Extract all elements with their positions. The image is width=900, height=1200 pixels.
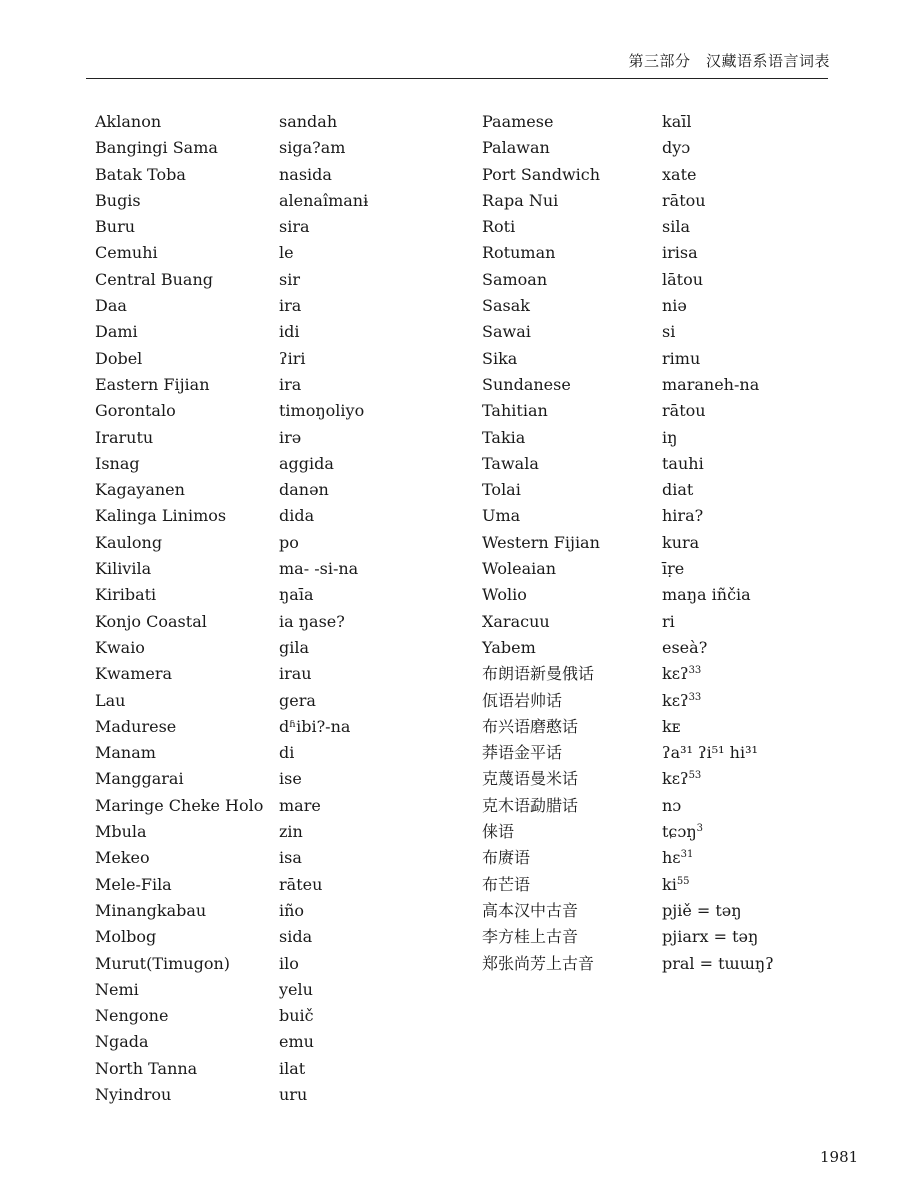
word-entry — [95, 135, 455, 161]
word-entry — [482, 451, 842, 477]
language-name: Molbog — [95, 927, 157, 947]
language-name: Kilivila — [95, 559, 152, 579]
word-entry — [95, 1003, 455, 1029]
word-form — [279, 898, 304, 924]
language-name: Kagayanen — [95, 480, 185, 500]
word-form — [279, 451, 334, 477]
word-text: rimu — [662, 348, 701, 368]
language-name: 郑张尚芳上古音 — [482, 953, 595, 973]
word-entry — [482, 214, 842, 240]
language-name: Lau — [95, 690, 126, 710]
language-name: Buru — [95, 217, 136, 237]
language-name: North Tanna — [95, 1058, 198, 1078]
word-form — [279, 924, 312, 950]
language-name: Uma — [482, 506, 521, 526]
word-text: eseà? — [662, 637, 708, 657]
word-text: kɛʔ — [662, 664, 689, 684]
language-name: Rapa Nui — [482, 190, 559, 210]
word-entry — [95, 346, 455, 372]
header-rule — [86, 78, 828, 79]
language-name: Sundanese — [482, 374, 571, 394]
word-text: tɕɔŋ — [662, 822, 697, 842]
word-text: sandah — [279, 112, 338, 131]
word-entry — [95, 766, 455, 792]
language-name: 高本汉中古音 — [482, 900, 579, 920]
word-text: uru — [279, 1084, 308, 1104]
word-text: si — [662, 322, 676, 342]
word-entry — [95, 214, 455, 240]
language-name: Tolai — [482, 480, 521, 500]
right-word-list — [482, 109, 842, 977]
word-text: ŋaīa — [279, 585, 314, 605]
word-form — [662, 845, 693, 871]
word-entry — [95, 398, 455, 424]
word-entry — [482, 688, 842, 714]
word-form — [279, 214, 310, 240]
language-name: 李方桂上古音 — [482, 927, 579, 947]
word-entry — [482, 898, 842, 924]
language-name: 俫语 — [482, 822, 515, 842]
word-form — [279, 714, 350, 740]
word-entry — [95, 240, 455, 266]
language-name: 布兴语磨憨话 — [482, 716, 579, 736]
word-text: irisa — [662, 243, 698, 263]
word-text: lātou — [662, 269, 704, 289]
word-form — [279, 582, 314, 608]
language-name: Port Sandwich — [482, 164, 601, 184]
word-form — [662, 451, 704, 477]
word-entry — [95, 267, 455, 293]
word-form — [662, 346, 700, 372]
language-name: Madurese — [95, 716, 177, 736]
language-name: Sasak — [482, 296, 530, 316]
tone-superscript: 53 — [688, 770, 702, 782]
word-form — [662, 661, 701, 687]
word-text: kɛʔ — [662, 690, 689, 710]
word-text: ki — [662, 874, 677, 894]
word-text: aggida — [279, 453, 334, 473]
word-entry — [482, 530, 842, 556]
word-text: kura — [662, 532, 700, 552]
word-text: sir — [279, 269, 300, 289]
word-entry — [95, 556, 455, 582]
word-text: nasida — [279, 164, 332, 184]
word-entry — [482, 346, 842, 372]
language-name: Minangkabau — [95, 900, 207, 920]
word-entry — [95, 372, 455, 398]
word-entry — [95, 688, 455, 714]
word-form — [662, 240, 698, 266]
word-text: ia ŋase? — [279, 611, 345, 631]
word-entry — [95, 1029, 455, 1055]
language-name: Isnag — [95, 453, 140, 473]
page-number: 1981 — [820, 1148, 859, 1166]
language-name: Yabem — [482, 637, 536, 657]
word-entry — [482, 319, 842, 345]
language-name: Central Buang — [95, 269, 213, 289]
word-text: ilo — [279, 953, 299, 973]
word-entry — [482, 793, 842, 819]
language-name: Mbula — [95, 822, 147, 842]
word-form — [662, 372, 759, 398]
word-form — [279, 793, 321, 819]
word-text: iŋ — [662, 427, 678, 447]
language-name: 莽语金平话 — [482, 743, 563, 763]
word-entry — [95, 451, 455, 477]
word-form — [662, 477, 693, 503]
language-name: Sawai — [482, 322, 531, 342]
word-text: zin — [279, 822, 303, 842]
word-form — [662, 714, 681, 740]
word-form — [662, 319, 675, 345]
word-text: sida — [279, 927, 313, 947]
language-name: Tahitian — [482, 401, 548, 421]
word-text: xate — [662, 164, 697, 184]
word-text: siga?am — [279, 138, 346, 158]
word-text: ise — [279, 769, 302, 789]
word-form — [662, 766, 701, 792]
word-text: irau — [279, 664, 312, 684]
tone-superscript: 33 — [688, 691, 702, 703]
word-form — [279, 240, 294, 266]
word-form — [662, 898, 742, 924]
word-form — [662, 135, 690, 161]
word-form — [279, 398, 364, 424]
word-text: ira — [279, 296, 302, 316]
word-entry — [482, 556, 842, 582]
word-entry — [95, 162, 455, 188]
word-entry — [95, 319, 455, 345]
word-form — [279, 372, 301, 398]
word-form — [279, 872, 322, 898]
language-name: Irarutu — [95, 427, 154, 447]
word-entry — [95, 477, 455, 503]
word-form — [279, 1082, 307, 1108]
word-text: rātou — [662, 190, 706, 210]
word-entry — [482, 951, 842, 977]
word-text: ma- -si-na — [279, 559, 359, 579]
word-entry — [95, 293, 455, 319]
word-entry — [95, 661, 455, 687]
word-entry — [482, 740, 842, 766]
word-entry — [95, 109, 455, 135]
word-form — [279, 977, 313, 1003]
word-entry — [482, 477, 842, 503]
language-name: Ngada — [95, 1032, 149, 1052]
word-entry — [482, 582, 842, 608]
word-form — [279, 319, 299, 345]
word-entry — [95, 503, 455, 529]
word-entry — [95, 898, 455, 924]
word-entry — [482, 503, 842, 529]
word-entry — [482, 188, 842, 214]
word-entry — [95, 872, 455, 898]
word-text: pral = tɯɯŋʔ — [662, 953, 774, 973]
word-form — [662, 214, 690, 240]
word-text: nɔ — [662, 795, 682, 815]
word-text: hɛ — [662, 848, 681, 868]
word-form — [279, 1029, 314, 1055]
word-entry — [95, 609, 455, 635]
word-entry — [482, 240, 842, 266]
word-text: kaīl — [662, 112, 692, 131]
word-text: dida — [279, 506, 315, 526]
word-entry — [482, 267, 842, 293]
tone-superscript: 31 — [680, 849, 694, 861]
word-text: sira — [279, 217, 310, 237]
word-form — [279, 1056, 305, 1082]
word-form — [662, 398, 706, 424]
word-entry — [95, 425, 455, 451]
word-form — [279, 503, 314, 529]
word-text: yelu — [279, 979, 313, 999]
word-text: hira? — [662, 506, 704, 526]
word-form — [662, 793, 681, 819]
word-form — [662, 188, 706, 214]
language-name: 布朗语新曼俄话 — [482, 664, 595, 684]
tone-superscript: 3 — [696, 823, 704, 835]
word-form — [279, 688, 316, 714]
word-form — [279, 661, 312, 687]
language-name: Mekeo — [95, 848, 150, 868]
word-text: irə — [279, 427, 302, 447]
word-text: sila — [662, 217, 690, 237]
running-header: 第三部分 汉藏语系语言词表 — [628, 52, 830, 70]
word-text: īṛe — [662, 559, 685, 579]
language-name: Dami — [95, 322, 138, 342]
language-name: Cemuhi — [95, 243, 158, 263]
word-entry — [482, 398, 842, 424]
language-name: Kalinga Linimos — [95, 506, 227, 526]
word-text: di — [279, 743, 295, 763]
word-form — [279, 135, 345, 161]
word-text: ʔa³¹ ʔi⁵¹ hi³¹ — [662, 743, 758, 763]
word-form — [662, 293, 687, 319]
language-name: Bangingi Sama — [95, 138, 218, 158]
word-form — [279, 425, 301, 451]
word-entry — [95, 793, 455, 819]
language-name: Kwamera — [95, 664, 173, 684]
word-form — [662, 582, 751, 608]
word-form — [662, 688, 701, 714]
word-entry — [95, 819, 455, 845]
language-name: Sika — [482, 348, 518, 368]
word-form — [279, 556, 358, 582]
language-name: 克木语勐腊话 — [482, 795, 579, 815]
word-entry — [482, 845, 842, 871]
word-form — [662, 503, 703, 529]
language-name: Western Fijian — [482, 532, 600, 552]
tone-superscript: 55 — [676, 875, 690, 887]
word-form — [279, 162, 332, 188]
word-entry — [95, 740, 455, 766]
word-form — [279, 635, 309, 661]
word-entry — [482, 635, 842, 661]
word-entry — [95, 1056, 455, 1082]
word-form — [279, 845, 302, 871]
word-form — [662, 530, 699, 556]
word-form — [279, 766, 302, 792]
word-text: rātou — [662, 401, 706, 421]
word-form — [279, 951, 299, 977]
language-name: Samoan — [482, 269, 548, 289]
word-form — [279, 1003, 314, 1029]
word-form — [662, 635, 707, 661]
word-form — [279, 477, 329, 503]
word-entry — [482, 425, 842, 451]
language-name: Xaracuu — [482, 611, 550, 631]
language-name: Woleaian — [482, 559, 557, 579]
word-entry — [482, 162, 842, 188]
word-form — [662, 162, 696, 188]
word-text: iño — [279, 900, 305, 920]
word-entry — [95, 582, 455, 608]
word-form — [662, 556, 684, 582]
word-text: isa — [279, 848, 302, 868]
language-name: Dobel — [95, 348, 143, 368]
word-text: buič — [279, 1006, 314, 1026]
word-text: kɛʔ — [662, 769, 689, 789]
word-entry — [95, 845, 455, 871]
word-text: le — [279, 243, 294, 263]
language-name: Daa — [95, 296, 127, 316]
word-text: maŋa iñčia — [662, 585, 751, 605]
word-form — [662, 267, 703, 293]
word-text: diat — [662, 480, 694, 500]
language-name: 布芒语 — [482, 874, 531, 894]
language-name: Maringe Cheke Holo — [95, 795, 264, 815]
language-name: Kwaio — [95, 637, 145, 657]
language-name: Bugis — [95, 190, 141, 210]
word-entry — [95, 924, 455, 950]
language-name: 克蔑语曼米话 — [482, 769, 579, 789]
word-entry — [482, 293, 842, 319]
language-name: Paamese — [482, 112, 554, 131]
language-name: Konjo Coastal — [95, 611, 207, 631]
word-entry — [95, 530, 455, 556]
language-name: Mele-Fila — [95, 874, 172, 894]
word-text: dʱibi?-na — [279, 716, 351, 736]
word-text: pjiě = təŋ — [662, 900, 742, 920]
word-entry — [482, 872, 842, 898]
word-text: danən — [279, 480, 329, 500]
word-form — [662, 425, 677, 451]
word-form — [279, 740, 294, 766]
word-text: ri — [662, 611, 675, 631]
word-text: alenaîmanɨ — [279, 190, 369, 210]
word-text: maraneh-na — [662, 374, 760, 394]
word-form — [662, 872, 690, 898]
language-name: Roti — [482, 217, 516, 237]
word-text: dyɔ — [662, 138, 691, 158]
word-form — [279, 530, 299, 556]
language-name: Eastern Fijian — [95, 374, 210, 394]
tone-superscript: 33 — [688, 665, 702, 677]
language-name: Palawan — [482, 138, 550, 158]
word-form — [279, 188, 368, 214]
language-name: Kiribati — [95, 585, 157, 605]
word-form — [279, 267, 300, 293]
word-form — [662, 924, 758, 950]
word-form — [662, 819, 703, 845]
word-text: gera — [279, 690, 316, 710]
word-form — [279, 109, 337, 135]
language-name: 布赓语 — [482, 848, 531, 868]
left-word-list — [95, 109, 455, 1108]
language-name: Kaulong — [95, 532, 163, 552]
word-entry — [482, 661, 842, 687]
word-text: emu — [279, 1032, 314, 1052]
language-name: Murut(Timugon) — [95, 953, 230, 973]
word-text: po — [279, 532, 299, 552]
word-text: rāteu — [279, 874, 323, 894]
word-text: ilat — [279, 1058, 306, 1078]
word-form — [279, 293, 301, 319]
word-entry — [482, 609, 842, 635]
word-text: ira — [279, 374, 302, 394]
word-text: ʔiri — [279, 348, 306, 368]
word-text: idi — [279, 322, 300, 342]
language-name: Nyindrou — [95, 1084, 172, 1104]
language-name: Wolio — [482, 585, 527, 605]
word-text: timoŋoliyo — [279, 401, 365, 421]
word-entry — [482, 714, 842, 740]
word-entry — [482, 109, 842, 135]
word-entry — [482, 819, 842, 845]
word-entry — [482, 924, 842, 950]
language-name: Gorontalo — [95, 401, 176, 421]
language-name: Nemi — [95, 979, 139, 999]
language-name: Batak Toba — [95, 164, 186, 184]
word-entry — [95, 714, 455, 740]
word-text: mare — [279, 795, 321, 815]
word-form — [662, 609, 675, 635]
word-text: niə — [662, 296, 687, 316]
word-text: tauhi — [662, 453, 704, 473]
word-text: kᴇ — [662, 716, 681, 736]
language-name: Rotuman — [482, 243, 556, 263]
language-name: Nengone — [95, 1006, 169, 1026]
word-form — [662, 740, 758, 766]
word-entry — [95, 1082, 455, 1108]
word-text: gila — [279, 637, 310, 657]
word-entry — [95, 951, 455, 977]
word-entry — [482, 135, 842, 161]
word-form — [279, 609, 345, 635]
word-form — [279, 819, 303, 845]
word-form — [279, 346, 305, 372]
word-entry — [95, 188, 455, 214]
language-name: Aklanon — [95, 112, 162, 131]
language-name: Takia — [482, 427, 526, 447]
word-form — [662, 109, 691, 135]
word-entry — [482, 766, 842, 792]
language-name: Tawala — [482, 453, 539, 473]
word-form — [662, 951, 774, 977]
word-entry — [95, 977, 455, 1003]
word-entry — [95, 635, 455, 661]
word-text: pjiarx = təŋ — [662, 927, 759, 947]
language-name: Manam — [95, 743, 156, 763]
word-entry — [482, 372, 842, 398]
language-name: 佤语岩帅话 — [482, 690, 563, 710]
language-name: Manggarai — [95, 769, 184, 789]
